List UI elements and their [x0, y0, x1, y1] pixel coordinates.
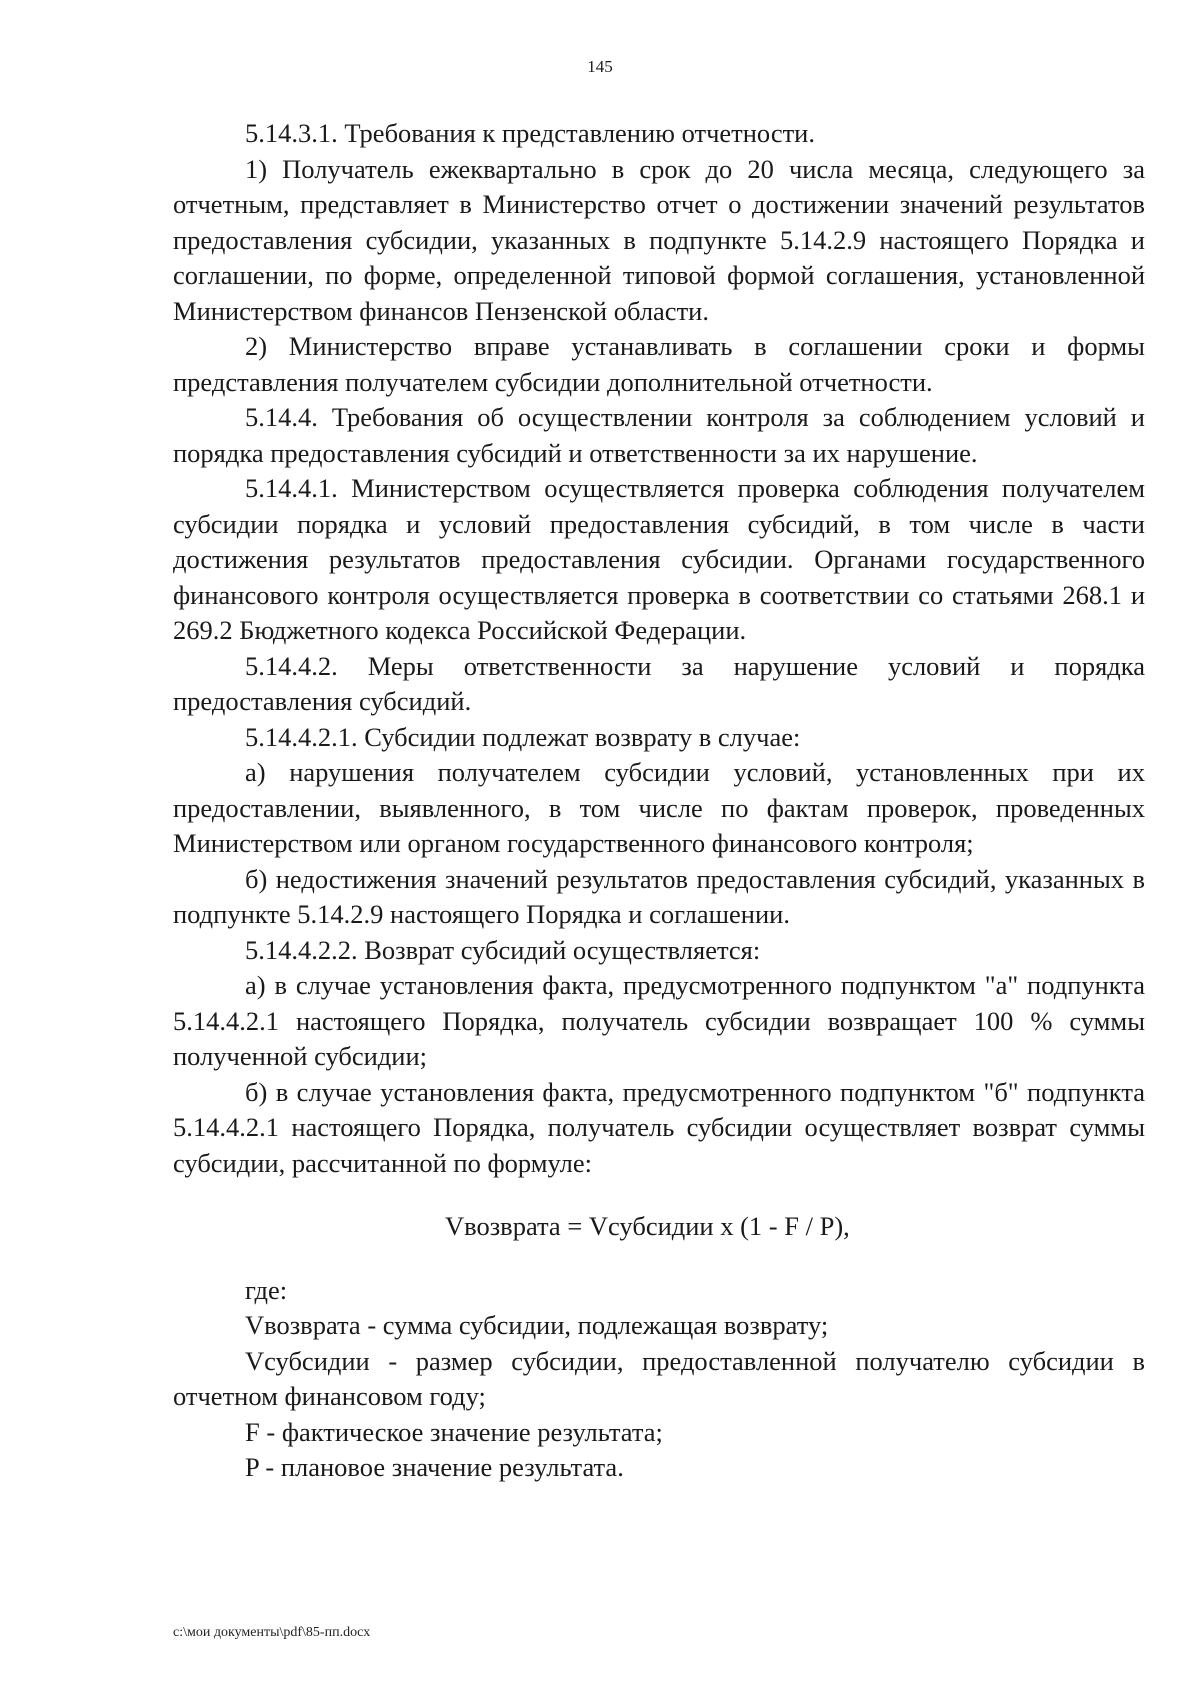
paragraph: 5.14.4.2. Меры ответственности за нарушение условий и порядка предоставления субсидий. — [173, 650, 1145, 716]
paragraph: 5.14.4.2.1. Субсидии подлежат возврату в случае: — [245, 721, 801, 752]
paragraph: 5.14.4.2.2. Возврат субсидий осуществляется: — [245, 934, 761, 965]
paragraph: Vвозврата - сумма субсидии, подлежащая возврату; — [245, 1310, 829, 1340]
page-number: 145 — [587, 57, 613, 76]
paragraph: где: — [245, 1274, 288, 1305]
footer-file-path: c:\мои документы\pdf\85-пп.docx — [173, 1625, 371, 1640]
paragraph: 5.14.4. Требования об осуществлении контроля за соблюдением условий и порядка предоставления субсидий и ответственности за их нарушение. — [173, 402, 1145, 468]
paragraph: 2) Министерство вправе устанавливать в соглашении сроки и формы представления получателем субсидии дополнительной отчетности. — [173, 331, 1145, 397]
paragraph: Vсубсидии - размер субсидии, предоставленной получателю субсидии в отчетном финансовом году; — [173, 1345, 1145, 1411]
formula: Vвозврата = Vсубсидии x (1 - F / P), — [445, 1211, 850, 1241]
paragraph: 1) Получатель ежеквартально в срок до 20 числа месяца, следующего за отчетным, представляет в Министерство отчет о достижении значений результатов предоставления субсидии, указанных в подпункте 5.14.2.9 настоящего Порядка и соглашении, по форме, определенной типовой формой соглашения, установленной Министерством финансов Пензенской области. — [173, 153, 1145, 326]
paragraph: б) недостижения значений результатов предоставления субсидий, указанных в подпункте 5.14.2.9 настоящего Порядка и соглашении. — [173, 863, 1145, 929]
paragraph: P - плановое значение результата. — [245, 1452, 624, 1482]
paragraph: б) в случае установления факта, предусмотренного подпунктом "б" подпункта 5.14.4.2.1 настоящего Порядка, получатель субсидии осуществляет возврат суммы субсидии, рассчитанной по формуле: — [173, 1076, 1145, 1178]
paragraph: 5.14.4.1. Министерством осуществляется проверка соблюдения получателем субсидии порядка и условий предоставления субсидий, в том числе в части достижения результатов предоставления субсидии. Органами государственного финансового контроля осуществляется проверка в соответствии со статьями 268.1 и 269.2 Бюджетного кодекса Российской Федерации. — [173, 473, 1145, 645]
paragraph: 5.14.3.1. Требования к представлению отчетности. — [245, 118, 815, 148]
document-body — [173, 116, 1145, 1486]
paragraph: а) нарушения получателем субсидии условий, установленных при их предоставлении, выявленного, в том числе по фактам проверок, проведенных Министерством или органом государственного финансового контроля; — [173, 757, 1145, 858]
paragraph: F - фактическое значение результата; — [245, 1416, 663, 1447]
paragraph: а) в случае установления факта, предусмотренного подпунктом "а" подпункта 5.14.4.2.1 настоящего Порядка, получатель субсидии возвращает 100 % суммы полученной субсидии; — [173, 970, 1145, 1071]
